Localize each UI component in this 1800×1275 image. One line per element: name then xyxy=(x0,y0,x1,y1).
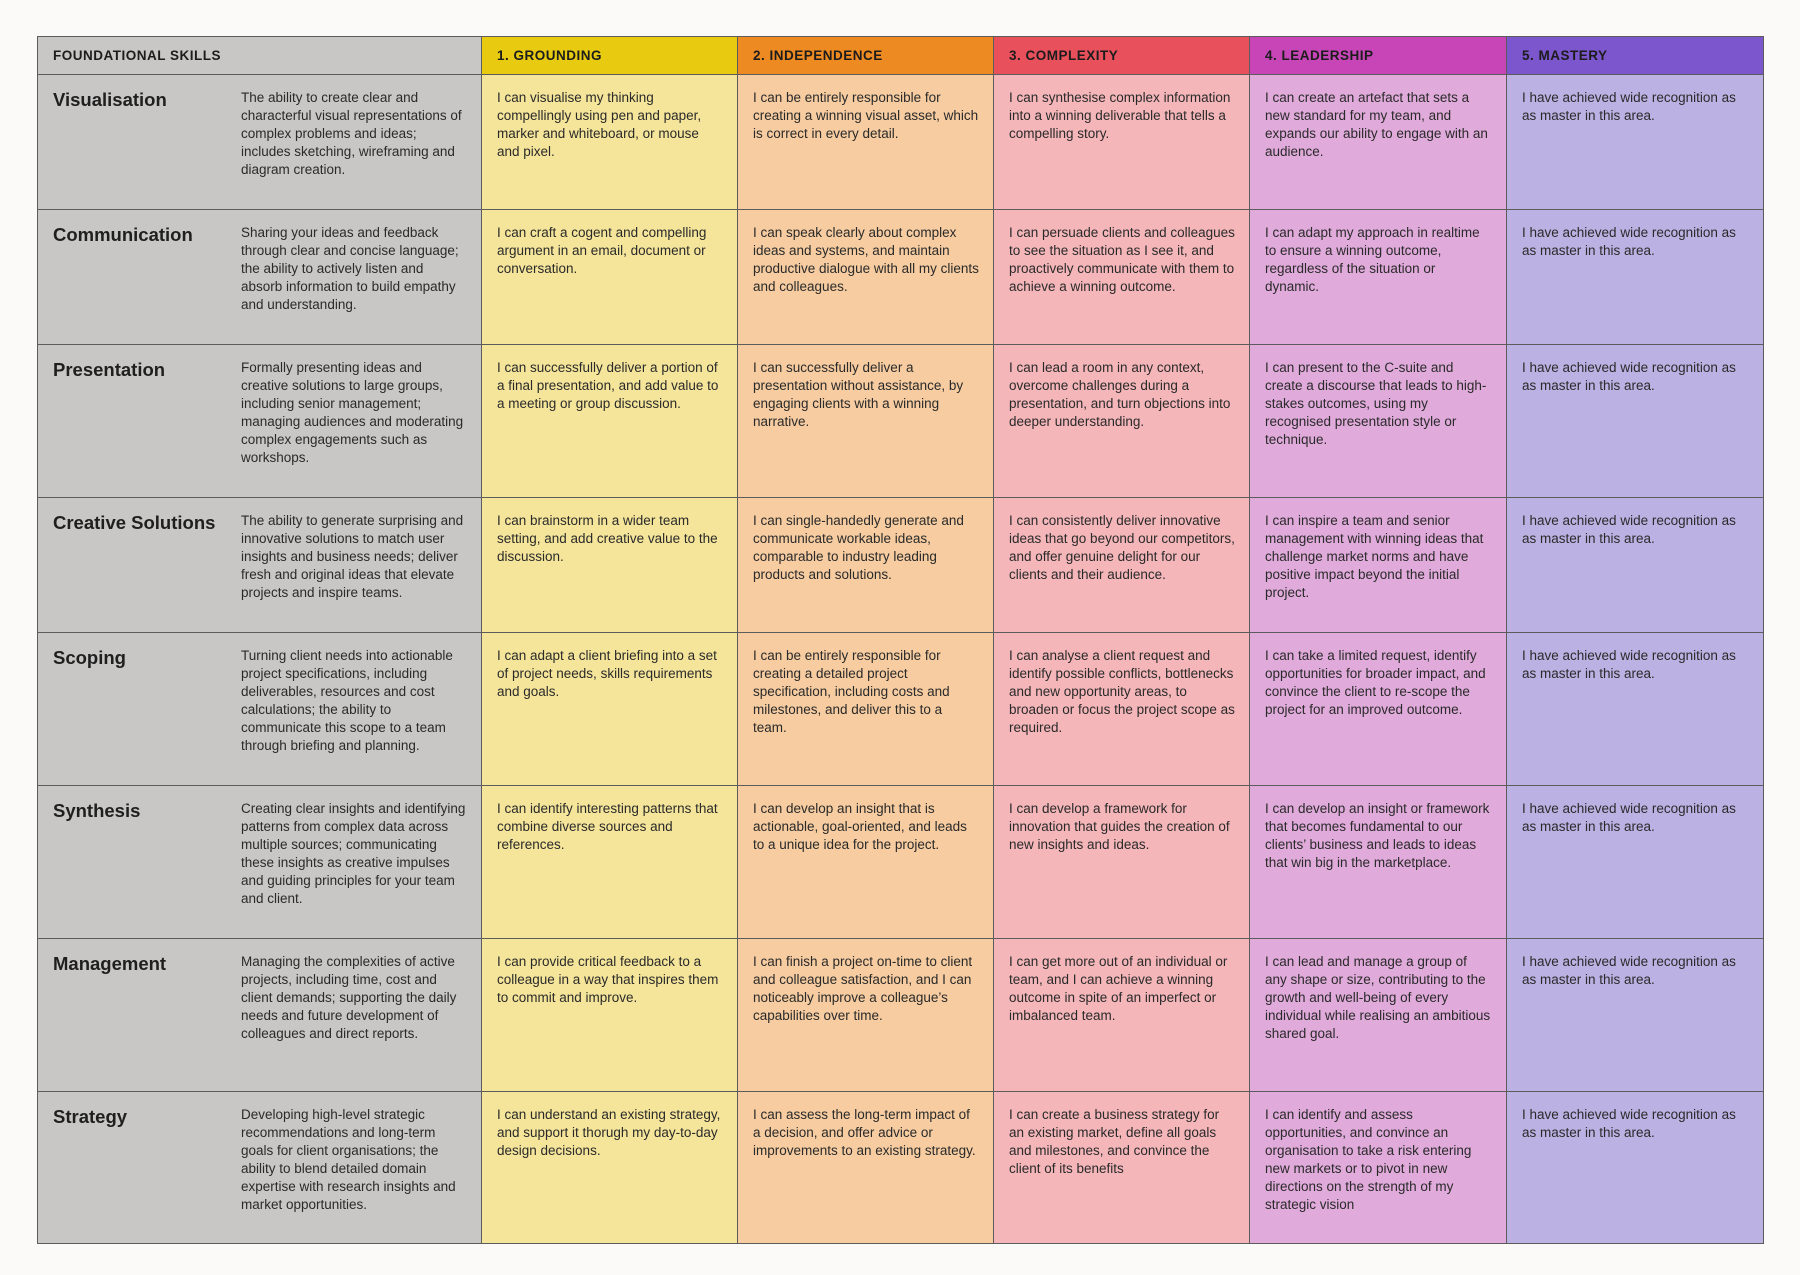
level-cell-grounding xyxy=(482,939,738,1092)
skill-description: Developing high-level strategic recommendations and long-term goals for client organisations; the ability to blend detailed domain expertise with research insights and market opportunities. xyxy=(241,1107,456,1212)
level-text: I can consistently deliver innovative ideas that go beyond our competitors, and offer genuine delight for our clients and their audience. xyxy=(1009,513,1235,582)
level-cell-independence xyxy=(738,786,994,939)
level-cell-mastery xyxy=(1507,939,1764,1092)
level-text: I can successfully deliver a presentation without assistance, by engaging clients with a winning narrative. xyxy=(753,360,964,429)
level-text: I can inspire a team and senior management with winning ideas that challenge market norms and have positive impact beyond the initial project. xyxy=(1265,513,1484,600)
level-cell-complexity xyxy=(994,786,1250,939)
level-text: I can lead a room in any context, overcome challenges during a presentation, and turn objections into deeper understanding. xyxy=(1009,360,1231,429)
level-text: I can take a limited request, identify opportunities for broader impact, and convince the client to re-scope the project for an improved outcome. xyxy=(1265,648,1486,717)
header-row xyxy=(38,37,1764,75)
level-text: I can be entirely responsible for creating a winning visual asset, which is correct in every detail. xyxy=(753,90,979,141)
skill-description: The ability to generate surprising and innovative solutions to match user insights and business needs; deliver fresh and original ideas that elevate projects and inspire teams. xyxy=(241,513,464,600)
level-text: I can adapt a client briefing into a set of project needs, skills requirements and goals. xyxy=(497,648,717,699)
level-text: I have achieved wide recognition as as master in this area. xyxy=(1522,648,1736,681)
skill-description: Turning client needs into actionable project specifications, including deliverables, resources and cost calculations; the ability to communicate this scope to a team through briefing and planning. xyxy=(241,648,453,753)
level-text: I can provide critical feedback to a colleague in a way that inspires them to commit and improve. xyxy=(497,954,719,1005)
level-text: I can identify and assess opportunities, and convince an organisation to take a risk entering new markets or to pivot in new directions on the strength of my strategic vision xyxy=(1265,1107,1472,1212)
skill-cell xyxy=(38,210,482,345)
skill-inner xyxy=(53,512,467,602)
level-cell-leadership xyxy=(1250,210,1507,345)
skill-name: Visualisation xyxy=(53,89,167,110)
level-text: I can present to the C-suite and create a discourse that leads to high-stakes outcomes, using my recognised presentation style or technique. xyxy=(1265,360,1487,447)
level-text: I have achieved wide recognition as as master in this area. xyxy=(1522,90,1736,123)
skill-row xyxy=(38,939,1764,1092)
level-text: I can lead and manage a group of any shape or size, contributing to the growth and well-being of every individual while realising an ambitious shared goal. xyxy=(1265,954,1491,1041)
level-cell-leadership xyxy=(1250,345,1507,498)
level-cell-complexity xyxy=(994,939,1250,1092)
skill-cell xyxy=(38,939,482,1092)
level-cell-grounding xyxy=(482,345,738,498)
level-text: I have achieved wide recognition as as master in this area. xyxy=(1522,954,1736,987)
level-text: I can be entirely responsible for creating a detailed project specification, including costs and milestones, and deliver this to a team. xyxy=(753,648,950,735)
skill-description: The ability to create clear and characterful visual representations of complex problems and ideas; includes sketching, wireframing and diagram creation. xyxy=(241,90,462,177)
level-cell-leadership xyxy=(1250,498,1507,633)
skill-inner xyxy=(53,359,467,467)
skill-description: Managing the complexities of active projects, including time, cost and client demands; supporting the daily needs and future development of colleagues and direct reports. xyxy=(241,954,457,1041)
level-text: I can get more out of an individual or team, and I can achieve a winning outcome in spite of an imperfect or imbalanced team. xyxy=(1009,954,1228,1023)
level-cell-grounding xyxy=(482,498,738,633)
level-cell-mastery xyxy=(1507,1092,1764,1244)
level-cell-independence xyxy=(738,633,994,786)
skill-name: Strategy xyxy=(53,1106,128,1127)
skill-description: Formally presenting ideas and creative solutions to large groups, including senior management; managing audiences and moderating complex engagements such as workshops. xyxy=(241,360,464,465)
level-cell-independence xyxy=(738,345,994,498)
level-cell-leadership xyxy=(1250,633,1507,786)
level-cell-independence xyxy=(738,210,994,345)
foundational-skills-header: FOUNDATIONAL SKILLS xyxy=(38,37,482,75)
level-cell-mastery xyxy=(1507,498,1764,633)
level-text: I have achieved wide recognition as as master in this area. xyxy=(1522,1107,1736,1140)
level-text: I can develop an insight or framework that becomes fundamental to our clients’ business and leads to ideas that win big in the marketplace. xyxy=(1265,801,1490,870)
level-text: I can develop a framework for innovation that guides the creation of new insights and ideas. xyxy=(1009,801,1230,852)
level-header-grounding: 1. GROUNDING xyxy=(482,37,738,75)
level-text: I can craft a cogent and compelling argument in an email, document or conversation. xyxy=(497,225,707,276)
skill-row xyxy=(38,1092,1764,1244)
level-text: I can successfully deliver a portion of a final presentation, and add value to a meeting or group discussion. xyxy=(497,360,719,411)
level-text: I can brainstorm in a wider team setting, and add creative value to the discussion. xyxy=(497,513,718,564)
level-cell-complexity xyxy=(994,75,1250,210)
level-cell-independence xyxy=(738,75,994,210)
skill-cell xyxy=(38,498,482,633)
skills-matrix xyxy=(37,36,1764,1244)
level-cell-mastery xyxy=(1507,633,1764,786)
level-cell-independence xyxy=(738,1092,994,1244)
level-cell-mastery xyxy=(1507,786,1764,939)
skill-row xyxy=(38,633,1764,786)
level-header-complexity: 3. COMPLEXITY xyxy=(994,37,1250,75)
skill-row xyxy=(38,75,1764,210)
skill-name: Presentation xyxy=(53,359,166,380)
level-text: I can assess the long-term impact of a decision, and offer advice or improvements to an existing strategy. xyxy=(753,1107,976,1158)
skill-name: Management xyxy=(53,953,167,974)
skill-name: Creative Solutions xyxy=(53,512,216,533)
level-text: I can speak clearly about complex ideas and systems, and maintain productive dialogue with all my clients and colleagues. xyxy=(753,225,979,294)
skill-row xyxy=(38,345,1764,498)
skill-cell xyxy=(38,1092,482,1244)
level-cell-mastery xyxy=(1507,210,1764,345)
skill-description: Creating clear insights and identifying patterns from complex data across multiple sources; communicating these insights as creative impulses and guiding principles for your team and client. xyxy=(241,801,466,906)
level-cell-mastery xyxy=(1507,75,1764,210)
level-cell-leadership xyxy=(1250,75,1507,210)
skill-cell xyxy=(38,786,482,939)
skill-cell xyxy=(38,75,482,210)
level-text: I can develop an insight that is actionable, goal-oriented, and leads to a unique idea for the project. xyxy=(753,801,967,852)
skill-row xyxy=(38,498,1764,633)
level-text: I can finish a project on-time to client and colleague satisfaction, and I can noticeably improve a colleague’s capabilities over time. xyxy=(753,954,973,1023)
level-text: I can single-handedly generate and communicate workable ideas, comparable to industry leading products and solutions. xyxy=(753,513,964,582)
level-text: I can identify interesting patterns that combine diverse sources and references. xyxy=(497,801,718,852)
level-text: I have achieved wide recognition as as master in this area. xyxy=(1522,360,1736,393)
level-header-independence: 2. INDEPENDENCE xyxy=(738,37,994,75)
level-cell-independence xyxy=(738,498,994,633)
skill-name: Synthesis xyxy=(53,800,141,821)
level-cell-leadership xyxy=(1250,939,1507,1092)
skill-cell xyxy=(38,633,482,786)
level-cell-complexity xyxy=(994,633,1250,786)
skill-name: Communication xyxy=(53,224,193,245)
level-text: I can create a business strategy for an existing market, define all goals and milestones, and convince the client of its benefits xyxy=(1009,1107,1220,1176)
skill-name: Scoping xyxy=(53,647,126,668)
level-cell-mastery xyxy=(1507,345,1764,498)
level-cell-grounding xyxy=(482,210,738,345)
skill-row xyxy=(38,210,1764,345)
level-header-mastery: 5. MASTERY xyxy=(1507,37,1764,75)
skill-inner xyxy=(53,953,467,1043)
skill-inner xyxy=(53,800,467,908)
level-text: I can adapt my approach in realtime to ensure a winning outcome, regardless of the situation or dynamic. xyxy=(1265,225,1480,294)
level-cell-grounding xyxy=(482,786,738,939)
level-text: I can create an artefact that sets a new standard for my team, and expands our ability to engage with an audience. xyxy=(1265,90,1488,159)
level-cell-grounding xyxy=(482,633,738,786)
level-cell-leadership xyxy=(1250,1092,1507,1244)
level-cell-independence xyxy=(738,939,994,1092)
skill-inner xyxy=(53,224,467,314)
level-cell-complexity xyxy=(994,345,1250,498)
skill-inner xyxy=(53,1106,467,1214)
skill-row xyxy=(38,786,1764,939)
level-text: I can analyse a client request and identify possible conflicts, bottlenecks and new opportunity areas, to broaden or focus the project scope as required. xyxy=(1009,648,1235,735)
level-text: I have achieved wide recognition as as master in this area. xyxy=(1522,513,1736,546)
matrix-body xyxy=(38,75,1764,1244)
level-cell-complexity xyxy=(994,1092,1250,1244)
skill-inner xyxy=(53,647,467,755)
level-cell-grounding xyxy=(482,1092,738,1244)
skill-description: Sharing your ideas and feedback through clear and concise language; the ability to actively listen and absorb information to build empathy and understanding. xyxy=(241,225,459,312)
level-cell-leadership xyxy=(1250,786,1507,939)
skill-inner xyxy=(53,89,467,179)
skill-cell xyxy=(38,345,482,498)
level-cell-grounding xyxy=(482,75,738,210)
level-text: I can understand an existing strategy, and support it thorugh my day-to-day design decisions. xyxy=(497,1107,721,1158)
level-text: I have achieved wide recognition as as master in this area. xyxy=(1522,801,1736,834)
level-text: I can synthesise complex information into a winning deliverable that tells a compelling story. xyxy=(1009,90,1231,141)
level-cell-complexity xyxy=(994,210,1250,345)
level-header-leadership: 4. LEADERSHIP xyxy=(1250,37,1507,75)
level-text: I can visualise my thinking compellingly using pen and paper, marker and whiteboard, or mouse and pixel. xyxy=(497,90,702,159)
level-text: I have achieved wide recognition as as master in this area. xyxy=(1522,225,1736,258)
level-text: I can persuade clients and colleagues to see the situation as I see it, and proactively communicate with them to achieve a winning outcome. xyxy=(1009,225,1235,294)
level-cell-complexity xyxy=(994,498,1250,633)
